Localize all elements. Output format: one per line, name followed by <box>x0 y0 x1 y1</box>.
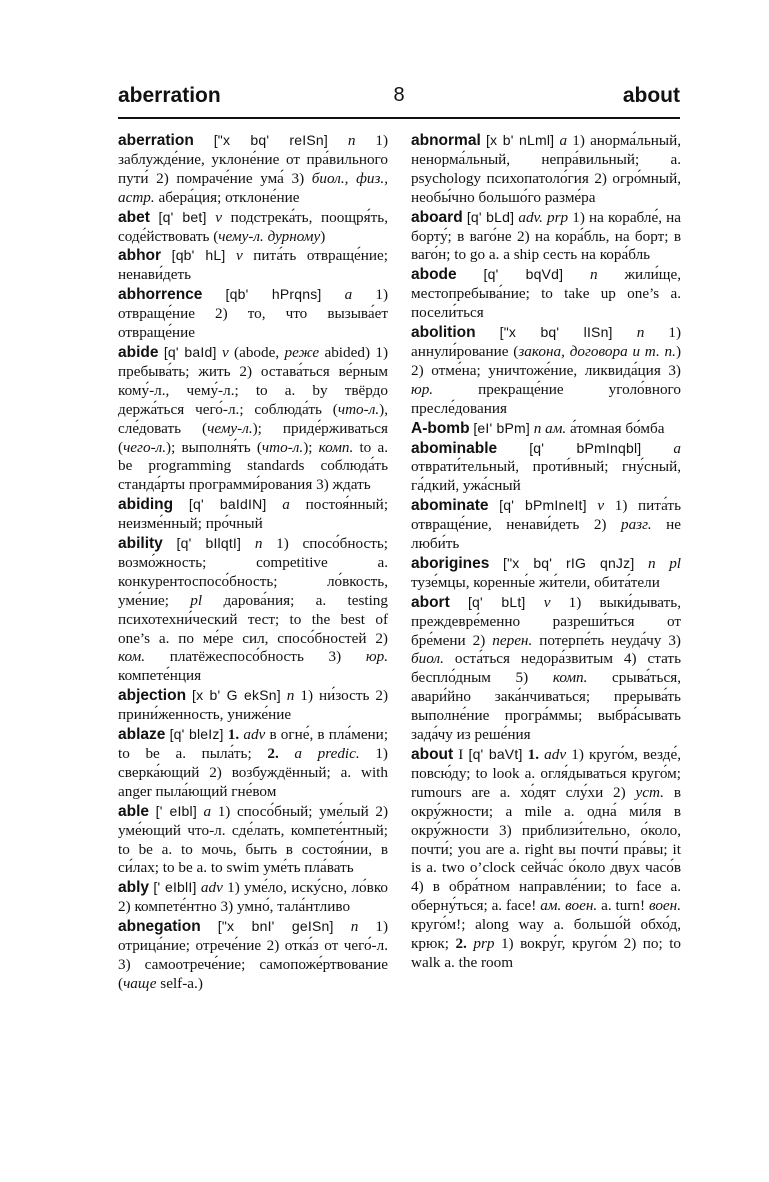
grammar-label: ам. воен. <box>540 897 598 915</box>
entry-transcription: [eI' bPm] <box>473 419 530 436</box>
grammar-label: n <box>636 324 645 342</box>
entry-transcription: [q' baId] <box>163 343 217 360</box>
entry-transcription: [q' bLd] <box>466 208 515 225</box>
grammar-label: перен. <box>492 631 533 649</box>
entry-text: 1) спосо́бный; уме́лый 2) уме́ющий что-л. сде́лать, компете́нтный; to be a. to мочь, быть в состоя́нии, в си́лах; to be a. to swim уме́ть пла́вать <box>118 802 389 877</box>
entry-text: постоя́нный; неизме́нный; про́чный <box>118 496 389 533</box>
entry-text <box>334 918 351 935</box>
entry-text: a. turn! <box>597 897 649 915</box>
entry-headword: A-bomb <box>411 419 470 437</box>
grammar-label: уст. <box>635 783 664 801</box>
dictionary-entry <box>411 496 681 554</box>
grammar-label: adv. prp <box>518 208 569 226</box>
grammar-label: adv <box>243 726 266 744</box>
entry-headword: aberration <box>118 132 194 149</box>
entry-text <box>526 594 544 611</box>
grammar-label: чему-л. <box>207 419 253 437</box>
dictionary-entry <box>118 495 388 534</box>
entry-text <box>202 286 225 303</box>
page-number: 8 <box>393 84 405 106</box>
entry-headword: ablaze <box>118 726 166 744</box>
dictionary-entry <box>118 917 388 994</box>
entry-text: self-a.) <box>156 974 203 992</box>
entry-transcription: [q' bPmInqbl] <box>529 439 642 456</box>
entry-text: 1) на корабле́, на борту́; в ваго́не 2) на кора́бль, на борт; в ваго́н; to go a. a ship сесть на кора́бль <box>411 208 682 264</box>
entry-text <box>497 440 529 457</box>
dictionary-entry <box>411 593 681 745</box>
entry-headword: abide <box>118 343 159 361</box>
grammar-label: pl <box>190 591 203 609</box>
entry-text <box>450 594 468 611</box>
entry-headword: about <box>411 746 454 763</box>
entry-text <box>322 286 345 303</box>
grammar-label: n <box>286 687 295 705</box>
entry-text: 1) отрица́ние; отрече́ние 2) отка́з от чего́-л. 3) самоотрече́ние; самопоже́ртвование ( <box>118 918 389 992</box>
entry-text <box>149 803 156 820</box>
grammar-label: v <box>215 208 222 226</box>
right-guide-word: about <box>622 84 680 107</box>
grammar-label: adv <box>544 746 567 763</box>
entry-transcription: ["x bq' reISn] <box>213 132 328 148</box>
entry-text: отврати́тельный, проти́вный; гну́сный, га́дкий, ужа́сный <box>411 458 681 495</box>
entry-text: 1) сверка́ющий 2) возбуждённый; a. with anger пыла́ющий гне́вом <box>118 745 388 800</box>
entry-headword: aboard <box>411 208 463 226</box>
entry-text: прекраще́ние уголо́вного пресле́дования <box>411 380 681 417</box>
entry-text <box>489 497 500 514</box>
grammar-label: воен. <box>648 897 681 915</box>
entry-text: а́томная бо́мба <box>566 419 665 437</box>
left-guide-word: aberration <box>118 84 221 107</box>
grammar-label: v <box>597 497 605 515</box>
entry-transcription: [q' bLt] <box>467 593 526 610</box>
grammar-label: a <box>559 132 568 149</box>
dictionary-entry <box>118 131 388 208</box>
entry-transcription: [q' baIdIN] <box>188 496 267 513</box>
dictionary-entry <box>411 323 681 419</box>
entry-text <box>634 555 648 572</box>
dictionary-entry <box>118 534 388 686</box>
entry-transcription: [q' bPmIneIt] <box>499 497 587 514</box>
entry-text: 1) выки́дывать, преждевре́менно разреши́ться от бре́мени 2) <box>411 593 681 649</box>
grammar-label: n <box>590 266 598 284</box>
dictionary-entry <box>411 745 681 973</box>
entry-text <box>457 266 484 283</box>
grammar-label: комп. <box>318 438 354 456</box>
entry-text: срыва́ться, авари́йно зака́нчиваться; прерыва́ть выполне́ние програ́ммы; выбра́сывать зада́чу из реше́ния <box>411 669 681 744</box>
entry-headword: abode <box>411 266 457 284</box>
entry-text <box>197 803 204 820</box>
entry-text: 1) вокру́г, круго́м 2) по; to walk a. the room <box>411 935 682 971</box>
entry-text <box>563 266 590 283</box>
entry-text: I <box>453 746 469 763</box>
dictionary-entry <box>411 208 681 266</box>
entry-text: в огне́, в пла́мени; to be a. пыла́ть; <box>118 726 389 762</box>
dictionary-entry <box>118 878 388 917</box>
entry-transcription: [x b' nLml] <box>485 132 555 148</box>
entry-text <box>161 247 172 264</box>
entry-text: ) 2) отме́на; уничтоже́ние, ликвида́ция 3) <box>411 342 681 379</box>
entry-text: ), сле́довать ( <box>118 400 388 437</box>
grammar-label: v <box>543 593 551 611</box>
entry-text <box>225 247 236 264</box>
grammar-label: биол. <box>411 650 444 668</box>
entry-transcription: ["x bq' rIG qnJz] <box>502 554 635 571</box>
entry-transcription: [q' bqVd] <box>483 266 564 283</box>
entry-text <box>207 209 216 226</box>
grammar-label: разг. <box>620 516 652 534</box>
dictionary-entry <box>118 285 388 343</box>
entry-text: 1) анорма́льный, ненорма́льный, непра́вильный; a. psychology психопатоло́гия 2) огро́мный, необы́чно большо́го разме́ра <box>411 132 682 206</box>
grammar-label: юр. <box>365 648 388 666</box>
entry-transcription: [q' bet] <box>158 208 207 225</box>
grammar-label: n <box>347 132 356 149</box>
entry-headword: ably <box>118 879 150 897</box>
grammar-label: юр. <box>411 380 434 398</box>
entry-headword: able <box>118 802 150 820</box>
entry-headword: abominable <box>411 439 498 457</box>
entry-text <box>279 745 295 762</box>
entry-text: 1) отвраще́ние 2) то, что вызыва́ет отвраще́ние <box>118 286 388 342</box>
grammar-label: n ам. <box>533 419 567 437</box>
right-column <box>411 131 681 973</box>
dictionary-entry <box>118 802 388 879</box>
entry-headword: abhor <box>118 247 162 265</box>
grammar-label: a <box>344 286 353 304</box>
entry-text <box>641 440 673 457</box>
entry-text: 1) круго́м, везде́, повсю́ду; to look a. огля́дываться круго́м; rumours are a. хо́дят слу́хи 2) <box>411 746 682 801</box>
entry-headword: abjection <box>118 687 187 705</box>
grammar-label: закона, договора и т. п. <box>518 342 676 360</box>
entry-transcription: [q' baVt] <box>468 746 523 762</box>
left-column <box>118 131 388 994</box>
grammar-label: a <box>673 439 681 457</box>
entry-text <box>241 535 255 552</box>
entry-text: 1) спосо́бность; возмо́жность; competitive a. конкурентоспосо́бность; ло́вкость, уме́ние; <box>118 535 389 609</box>
entry-text <box>266 496 282 513</box>
entry-text <box>476 324 500 341</box>
entry-headword: aborigines <box>411 554 490 572</box>
grammar-label: v <box>236 247 243 265</box>
grammar-label: биол., физ., астр. <box>118 169 388 206</box>
dictionary-entry <box>118 725 388 802</box>
entry-text: 1) пита́ть отвраще́ние, ненави́деть 2) <box>411 497 681 534</box>
entry-text: компете́нция <box>118 667 202 685</box>
entry-transcription: [x b' G ekSn] <box>192 687 281 704</box>
entry-text: abided) 1) пребыва́ть; жить 2) остава́ться ве́рным кому́-л., чему́-л.; to a. by твёрдо держа́ться чего́-л.; соблюда́ть ( <box>118 343 389 418</box>
entry-headword: abnormal <box>411 132 481 149</box>
sense-number: 1. <box>527 746 540 763</box>
grammar-label: чему-л. дурному <box>218 227 321 245</box>
entry-text: 1) заблужде́ние, уклоне́ние от пра́вильного пути́ 2) помраче́ние ума́ 3) <box>118 132 389 187</box>
entry-text: круго́м!; along way a. большо́й обхо́д, крюк; <box>411 916 681 953</box>
grammar-label: n <box>350 918 359 936</box>
grammar-label: v <box>221 343 229 361</box>
dictionary-entry <box>118 343 388 495</box>
entry-text <box>613 324 637 341</box>
entry-transcription: [qb' hL] <box>171 247 226 264</box>
grammar-label: чего-л. <box>123 438 167 456</box>
grammar-label: реже <box>284 343 320 361</box>
entry-transcription: [qb' hPrqns] <box>225 286 322 303</box>
grammar-label: что-л. <box>261 438 304 456</box>
grammar-label: n <box>254 535 263 553</box>
sense-number: 1. <box>227 726 240 744</box>
grammar-label: adv <box>200 879 223 897</box>
entry-text: 1) уме́ло, иску́сно, ло́вко 2) компете́нтно 3) умно́, тала́нтливо <box>118 879 389 916</box>
entry-headword: abort <box>411 593 450 611</box>
entry-text: потерпе́ть неуда́чу 3) <box>532 631 681 649</box>
entry-text: ); выполня́ть ( <box>166 438 262 456</box>
entry-transcription: [' eIblI] <box>153 879 197 896</box>
entry-text: жили́ще, местопребыва́ние; to take up one’s a. посели́ться <box>411 266 682 322</box>
grammar-label: чаще <box>123 974 157 992</box>
entry-text: 1) ни́зость 2) прини́женность, униже́ние <box>118 687 389 724</box>
entry-transcription: [q' bIlqtI] <box>176 535 242 552</box>
entry-text: to a. be programming standards соблюда́ть станда́рты программи́рования 3) ждать <box>118 438 388 494</box>
entry-text <box>328 132 348 149</box>
dictionary-entry <box>118 686 388 725</box>
entry-transcription: [q' bleIz] <box>169 726 224 743</box>
entry-text <box>150 209 159 226</box>
dictionary-entry <box>411 131 681 208</box>
entry-text <box>587 497 598 514</box>
entry-transcription: ["x bq' lISn] <box>499 324 613 341</box>
dictionary-entry <box>411 439 681 497</box>
entry-headword: ability <box>118 535 163 553</box>
grammar-label: что-л. <box>337 400 380 418</box>
entry-text <box>194 132 214 149</box>
grammar-label: a predic. <box>294 745 360 762</box>
header-rule <box>118 117 680 119</box>
entry-text: не люби́ть <box>411 516 681 553</box>
entry-text: 1) аннули́рование ( <box>411 324 682 360</box>
entry-text: подстрека́ть, поощря́ть, соде́йствовать ( <box>118 208 388 245</box>
entry-headword: abolition <box>411 324 476 342</box>
grammar-label: n pl <box>648 554 682 572</box>
entry-text <box>201 918 218 935</box>
entry-headword: abominate <box>411 497 489 515</box>
entry-headword: abiding <box>118 496 174 514</box>
entry-text: (abode, <box>228 343 285 361</box>
sense-number: 2. <box>267 745 279 762</box>
grammar-label: комп. <box>552 669 588 687</box>
entry-text: тузе́мцы, коренны́е жи́тели, обита́тели <box>411 573 660 591</box>
grammar-label: prp <box>473 935 495 953</box>
entry-text: ); приде́рживаться ( <box>118 419 389 456</box>
entry-text: ); <box>303 438 319 456</box>
entry-text: абера́ция; отклоне́ние <box>154 188 300 206</box>
grammar-label: a <box>203 802 212 820</box>
grammar-label: ком. <box>118 648 146 666</box>
entry-text <box>173 496 189 513</box>
entry-text <box>163 535 177 552</box>
entry-text: пита́ть отвраще́ние; ненави́деть <box>118 247 389 284</box>
running-header <box>118 84 680 114</box>
dictionary-entry <box>118 208 388 247</box>
entry-headword: abhorrence <box>118 286 203 304</box>
dictionary-entry <box>411 554 681 593</box>
dictionary-entry <box>118 246 388 285</box>
dictionary-entry <box>411 419 681 439</box>
entry-text: платёжеспосо́бность 3) <box>145 648 366 666</box>
entry-text: дарова́ния; a. testing психотехни́ческий тест; to the best of one’s a. по ме́ре сил, спосо́бностей 2) <box>118 591 388 647</box>
sense-number: 2. <box>455 935 467 953</box>
entry-transcription: ["x bnI' geISn] <box>217 918 334 935</box>
dictionary-entry <box>411 265 681 323</box>
entry-text: оста́ться недора́звитым 4) стать беспло́дным 5) <box>411 650 681 687</box>
entry-transcription: [' eIbl] <box>155 802 197 819</box>
entry-text: ) <box>320 227 326 245</box>
entry-text <box>489 555 503 572</box>
entry-headword: abnegation <box>118 918 201 936</box>
entry-text: в окру́жности; a mile a. одна́ ми́ля в окру́жности 3) приблизи́тельно, о́коло, почти́; you are a. right вы почти́ пра́вы; it is a. two o’clock сейча́с о́коло двух часо́в 4) в обра́тном направле́нии; to face a. оберну́ться; a. face! <box>411 783 681 915</box>
entry-headword: abet <box>118 208 150 226</box>
grammar-label: a <box>282 496 290 514</box>
